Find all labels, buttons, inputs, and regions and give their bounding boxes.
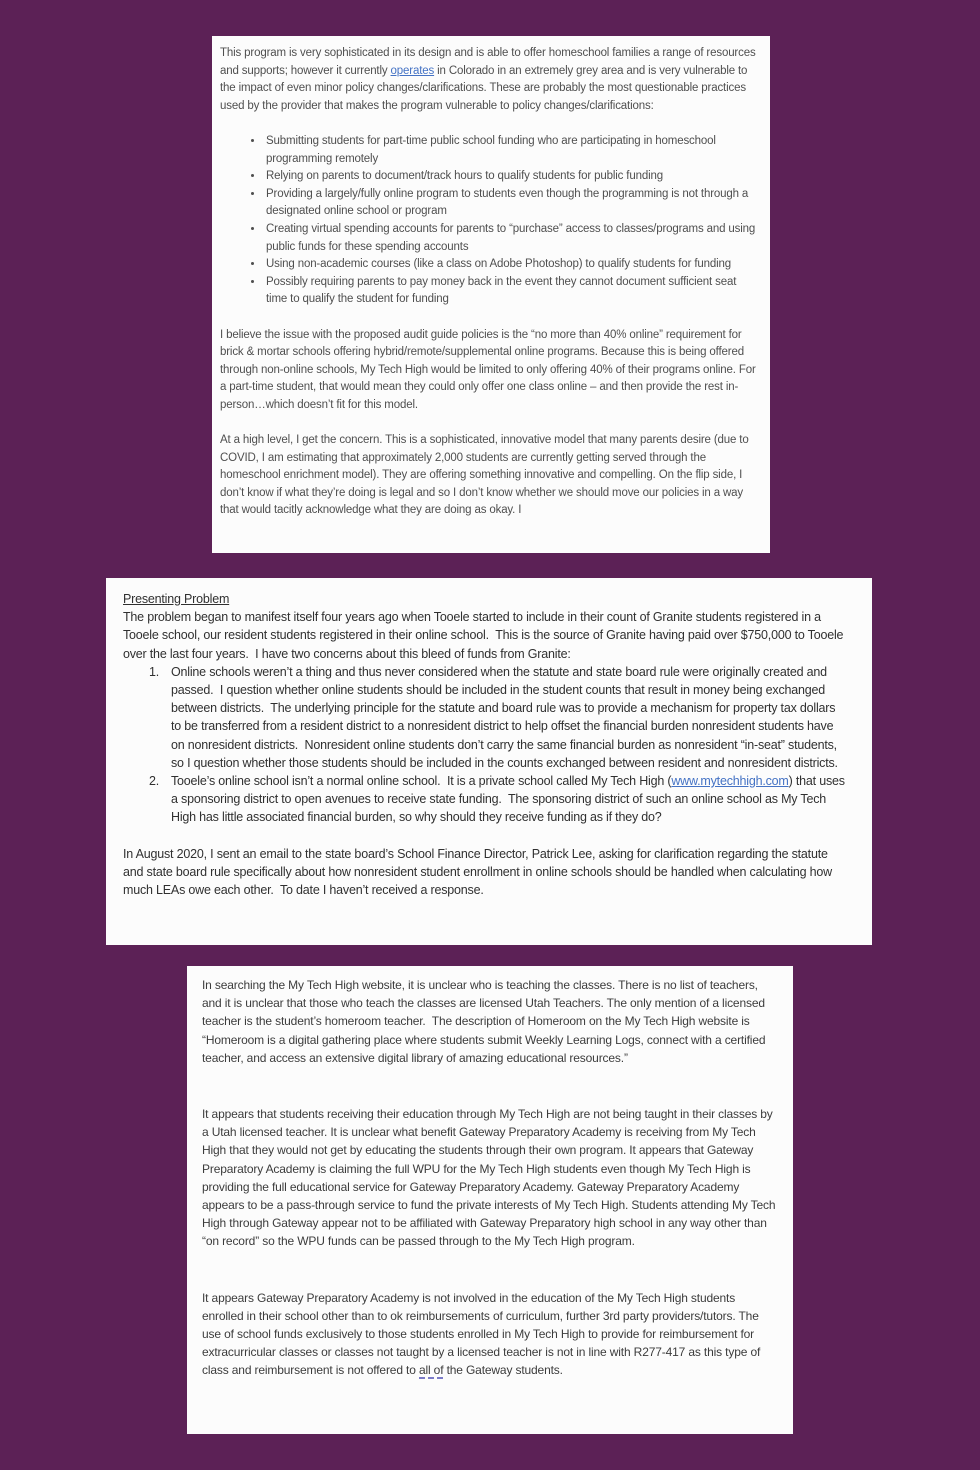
doc1-high-level-paragraph: At a high level, I get the concern. This is a sophisticated, innovative model that many parents desire (due to COVID, I am estimating that approximately 2,000 students are currently getting served through the homeschool enrichment model). They are offering something innovative and compelling. On the flip side, I don’t know if what they’re doing is legal and so I don’t know whether we should move our policies in a way that would tacitly acknowledge what they are doing as okay. I <box>220 434 752 517</box>
numbered-item-2 <box>149 772 848 827</box>
bullet-item-5: • Using non-academic courses (like a class on Adobe Photoshop) to qualify students for funding <box>264 256 760 274</box>
numbered-item-1-marker: 1. <box>149 664 160 679</box>
document-excerpt-3 <box>187 966 793 1434</box>
doc3-reimbursement-paragraph <box>202 1289 778 1380</box>
doc1-intro-text-pre: This program is very sophisticated in its design and is able to offer homeschool families a range of resources and supports; however it currently <box>220 47 759 77</box>
numbered-item-2-marker: 2. <box>149 774 160 789</box>
document-excerpt-2 <box>106 578 872 945</box>
doc1-intro-text-post: in Colorado in an extremely grey area and is very vulnerable to the impact of even minor policy changes/clarifications. These are probably the most questionable practices used by the provider that makes the program vulnerable to policy changes/clarifications: <box>220 64 751 112</box>
doc3-wpu-paragraph: It appears that students receiving their education through My Tech High are not being taught in their classes by a Utah licensed teacher. It is unclear what benefit Gateway Preparatory Academy is receiving from My Tech High that they would not get by educating the students through their own program. It appears that Gateway Preparatory Academy is claiming the full WPU for the My Tech High students even though My Tech High is providing the full educational service for Gateway Preparatory Academy. Gateway Preparatory Academy appears to be a pass-through service to fund the private interests of My Tech High. Students attending My Tech High through Gateway appear not to be affiliated with Gateway Preparatory high school in any way other than “on record” so the WPU funds can be passed through to the My Tech High program. <box>202 1107 779 1249</box>
doc3-website-paragraph: In searching the My Tech High website, it is unclear who is teaching the classes. There is no list of teachers, and it is unclear that those who teach the classes are licensed Utah Teachers. The only mention of a licensed teacher is the student’s homeroom teacher. The description of Homeroom on the My Tech High website is “Homeroom is a digital gathering place where students submit Weekly Learning Logs, connect with a certified teacher, and access an extensive digital library of amazing educational resources.” <box>202 978 769 1065</box>
bullet-item-1: • Submitting students for part-time public school funding who are participating in homeschool programming remotely <box>264 133 760 168</box>
bullet-item-4: • Creating virtual spending accounts for parents to “purchase” access to classes/programs and using public funds for these spending accounts <box>264 221 760 256</box>
bullet-item-3: • Providing a largely/fully online program to students even though the programming is not through a designated online school or program <box>264 186 760 221</box>
doc1-bullet-list <box>220 133 760 309</box>
bullet-item-6: • Possibly requiring parents to pay money back in the event they cannot document sufficient seat time to qualify the student for funding <box>264 274 760 309</box>
doc2-closing-paragraph: In August 2020, I sent an email to the state board’s School Finance Director, Patrick Lee, asking for clarification regarding the statute and state board rule specifically about how nonresident student enrollment in online schools should be handled when calculating how much LEAs owe each other. To date I haven’t received a response. <box>123 846 836 898</box>
doc1-intro-paragraph <box>220 45 760 115</box>
numbered-item-2-text <box>171 772 848 827</box>
numbered-item-1-text: Online schools weren’t a thing and thus never considered when the statute and state board rule were originally created and passed. I question whether online students should be included in the student counts that result in money being exchanged between districts. The underlying principle for the statute and board rule was to provide a mechanism for property tax dollars to be transferred from a resident district to a nonresident district to help offset the financial burden nonresident students have on nonresident districts. Nonresident online students don’t carry the same financial burden as nonresident “in-seat” students, so I question whether those students should be included in the counts exchanged between resident and nonresident districts. <box>171 664 841 770</box>
presenting-problem-heading: Presenting Problem <box>123 592 230 606</box>
grammar-check-underline: all of <box>418 1363 444 1378</box>
operates-link[interactable]: operates <box>390 64 435 77</box>
mytechhigh-link[interactable]: www.mytechhigh.com <box>671 774 789 789</box>
doc2-numbered-list <box>149 663 848 827</box>
numbered-item-2-text-post: ) that uses a sponsoring district to open avenues to receive state funding. The sponsoring district of such an online school as My Tech High has little associated financial burden, so why should they receive funding as if they do? <box>171 774 849 825</box>
document-excerpt-1 <box>212 36 770 553</box>
numbered-item-2-text-pre: Tooele’s online school isn’t a normal online school. It is a private school called My Tech High ( <box>171 774 672 789</box>
numbered-item-1 <box>149 663 848 772</box>
bullet-item-2: • Relying on parents to document/track hours to qualify students for public funding <box>264 168 760 186</box>
doc3-reimbursement-text-post: the Gateway students. <box>443 1363 563 1378</box>
doc3-reimbursement-text-pre: It appears Gateway Preparatory Academy is not involved in the education of the My Tech High students enrolled in their school other than to ok reimbursements of curriculum, further 3rd party providers/tutors. The use of school funds exclusively to those students enrolled in My Tech High to provide for reimbursement for extracurricular classes or classes not taught by a licensed teacher is not in line with R277-417 as this type of class and reimbursement is not offered to <box>202 1290 764 1378</box>
doc2-intro-paragraph: The problem began to manifest itself four years ago when Tooele started to include in their count of Granite students registered in a Tooele school, our resident students registered in their online school. This is the source of Granite having paid over $750,000 to Tooele over the last four years. I have two concerns about this bleed of funds from Granite: <box>123 610 847 661</box>
doc1-audit-guide-paragraph: I believe the issue with the proposed audit guide policies is the “no more than 40% online” requirement for brick & mortar schools offering hybrid/remote/supplemental online programs. Because this is being offered through non-online schools, My Tech High would be limited to only offering 40% of their programs online. For a part-time student, that would mean they could only offer one class online – and then provide the rest in-person…which doesn’t fit for this model. <box>220 328 759 411</box>
